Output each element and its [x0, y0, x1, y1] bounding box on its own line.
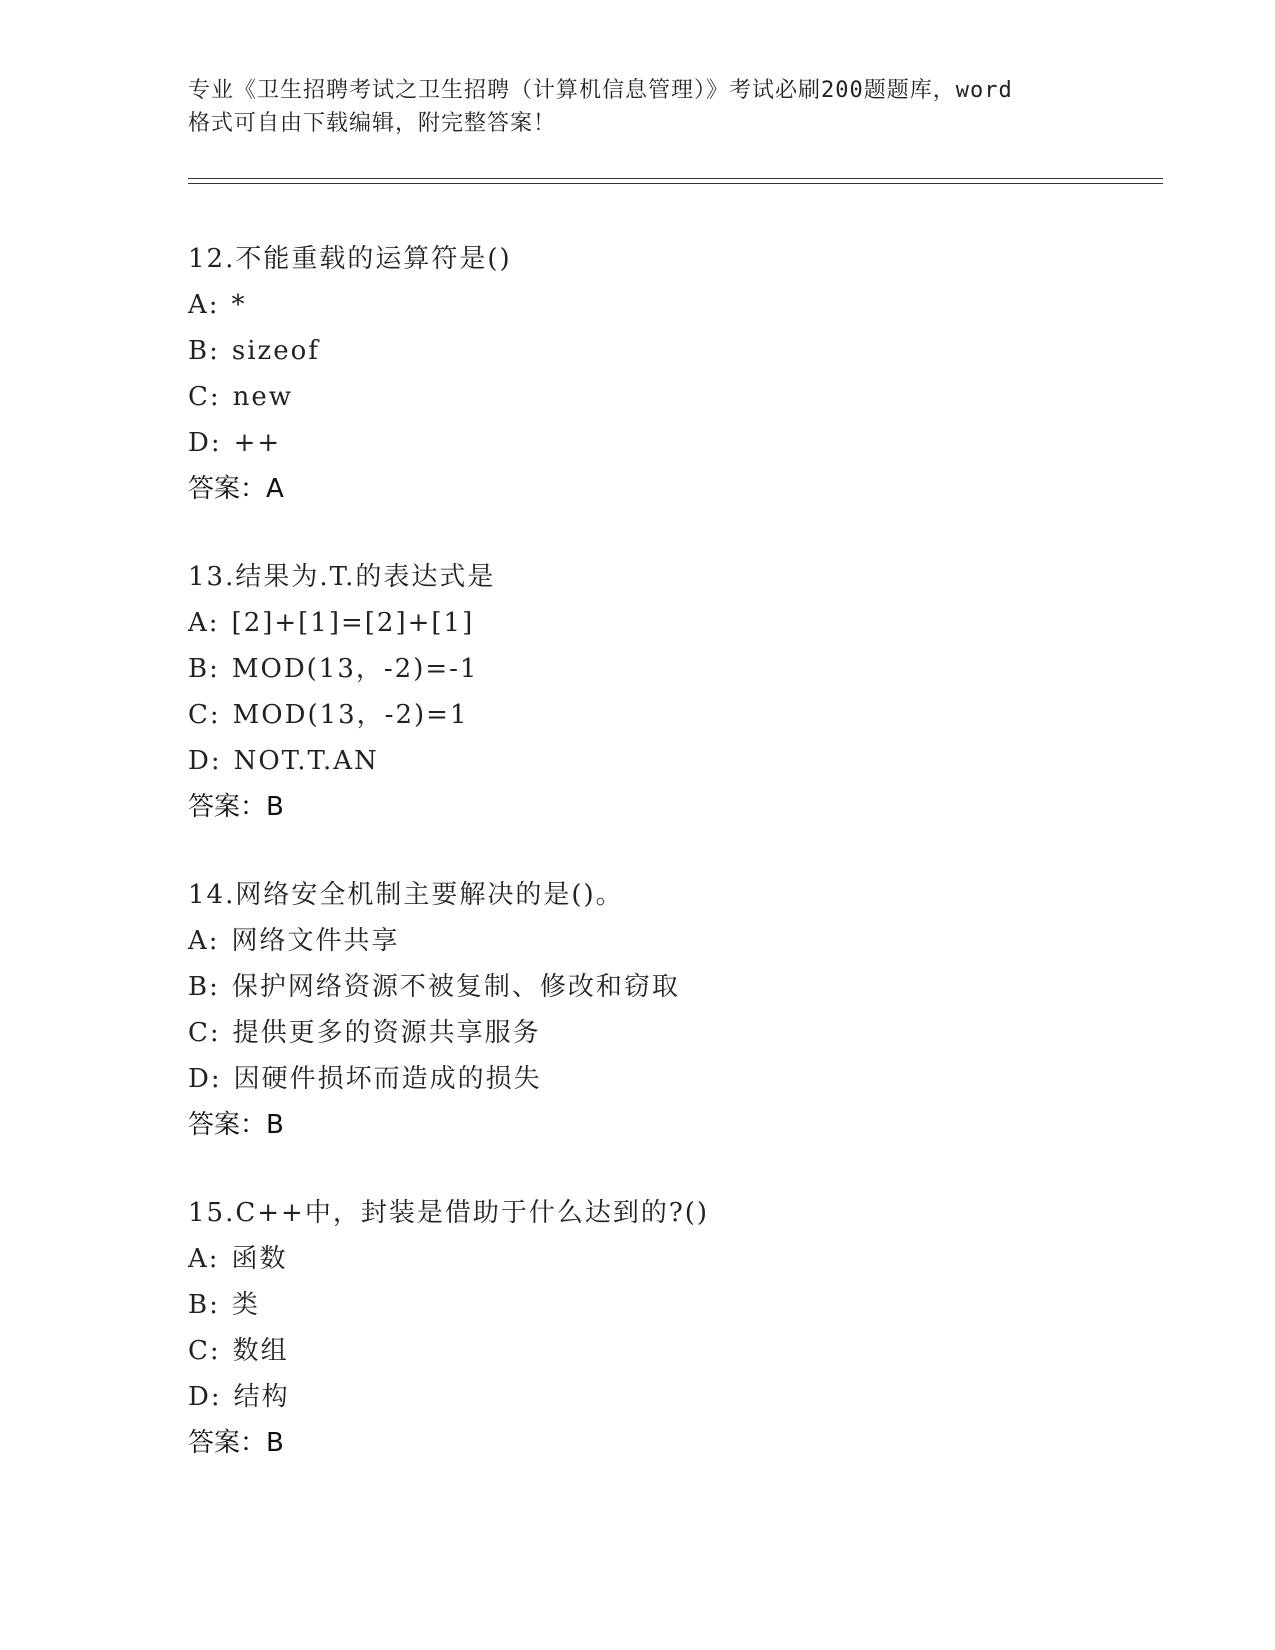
question-14	[188, 872, 1163, 1148]
option-letter: D:	[188, 1382, 222, 1412]
question-stem: 15.C++中，封装是借助于什么达到的?()	[188, 1198, 710, 1228]
option-text: 类	[231, 1290, 260, 1320]
option-text: 因硬件损坏而造成的损失	[233, 1064, 542, 1094]
option-letter: D:	[188, 746, 222, 776]
option-d	[188, 1056, 1163, 1102]
document-header	[188, 74, 1088, 140]
question-13	[188, 554, 1163, 830]
option-text: [2]+[1]=[2]+[1]	[231, 608, 475, 638]
question-12	[188, 236, 1163, 512]
option-b	[188, 646, 1163, 692]
option-c	[188, 692, 1163, 738]
answer-line: 答案：B	[188, 792, 284, 822]
option-letter: A:	[188, 1244, 220, 1274]
option-text: 提供更多的资源共享服务	[232, 1018, 541, 1048]
option-text: 结构	[233, 1382, 290, 1412]
option-letter: D:	[188, 1064, 222, 1094]
option-letter: A:	[188, 926, 220, 956]
option-text: 保护网络资源不被复制、修改和窃取	[231, 972, 680, 1002]
option-c	[188, 1010, 1163, 1056]
option-a	[188, 600, 1163, 646]
option-letter: C:	[188, 382, 221, 412]
option-c	[188, 1328, 1163, 1374]
header-line-2: 格式可自由下载编辑，附完整答案！	[188, 111, 557, 136]
question-stem: 14.网络安全机制主要解决的是()。	[188, 880, 624, 910]
question-list	[188, 236, 1163, 1508]
question-15	[188, 1190, 1163, 1466]
option-letter: B:	[188, 336, 220, 366]
option-text: 数组	[232, 1336, 289, 1366]
option-c	[188, 374, 1163, 420]
option-d	[188, 738, 1163, 784]
option-d	[188, 420, 1163, 466]
option-b	[188, 328, 1163, 374]
option-text: ++	[233, 428, 282, 458]
option-text: 函数	[231, 1244, 288, 1274]
option-letter: C:	[188, 1018, 221, 1048]
option-letter: B:	[188, 654, 220, 684]
option-text: 网络文件共享	[231, 926, 400, 956]
answer-line: 答案：B	[188, 1428, 284, 1458]
answer-line: 答案：B	[188, 1110, 284, 1140]
document-page	[188, 0, 1163, 1650]
option-text: new	[232, 382, 294, 412]
option-letter: B:	[188, 972, 220, 1002]
option-letter: A:	[188, 290, 220, 320]
option-a	[188, 282, 1163, 328]
option-letter: D:	[188, 428, 222, 458]
option-letter: C:	[188, 700, 221, 730]
question-stem: 12.不能重载的运算符是()	[188, 244, 512, 274]
option-text: MOD(13，-2)=-1	[231, 654, 479, 684]
option-d	[188, 1374, 1163, 1420]
option-letter: B:	[188, 1290, 220, 1320]
question-stem: 13.结果为.T.的表达式是	[188, 562, 496, 592]
option-letter: C:	[188, 1336, 221, 1366]
option-a	[188, 1236, 1163, 1282]
answer-line: 答案：A	[188, 474, 284, 504]
option-b	[188, 964, 1163, 1010]
header-line-1: 专业《卫生招聘考试之卫生招聘（计算机信息管理）》考试必刷200题题库，word	[188, 78, 1013, 103]
option-text: NOT.T.AN	[233, 746, 379, 776]
option-text: *	[231, 290, 247, 320]
option-letter: A:	[188, 608, 220, 638]
option-text: MOD(13，-2)=1	[232, 700, 469, 730]
option-b	[188, 1282, 1163, 1328]
option-text: sizeof	[231, 336, 320, 366]
option-a	[188, 918, 1163, 964]
header-divider	[188, 178, 1163, 184]
